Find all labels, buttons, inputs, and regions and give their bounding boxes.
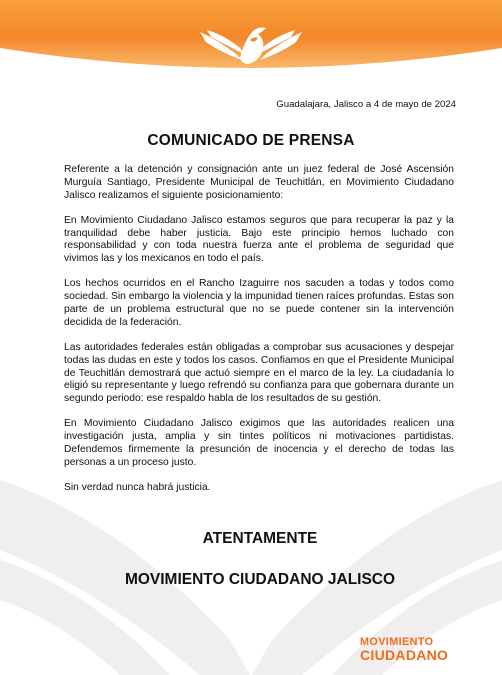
logo-line-1: MOVIMIENTO [360, 636, 434, 648]
signature: MOVIMIENTO CIUDADANO JALISCO [124, 571, 396, 588]
paragraph: Los hechos ocurridos en el Rancho Izaguirre nos sacuden a todas y todos como sociedad. Sin embargo la violencia y la impunidad tienen raíces profundas. Estas son parte de un problema estructural que no se puede contener sin la intervención decidida de la federación. [64, 278, 454, 328]
paragraph: En Movimiento Ciudadano Jalisco estamos seguros que para recuperar la paz y la tranquilidad debe haber justicia. Bajo este principio hemos luchado con responsabilidad y con toda nuestra fuerza ante el problema de seguridad que vivimos las y los mexicanos en todo el país. [64, 214, 454, 265]
paragraph: En Movimiento Ciudadano Jalisco exigimos que las autoridades realicen una investigación justa, amplia y sin tintes políticos ni motivaciones partidistas. Defendemos firmemente la presunción de inocencia y el derecho de todas las personas a un proceso justo. [64, 418, 454, 468]
logo-line-2: CIUDADANO [360, 647, 449, 663]
paragraph: Las autoridades federales están obligadas a comprobar sus acusaciones y despejar todas las dudas en este y todos los casos. Confiamos en que el Presidente Municipal de Teuchitlán demostrará que actuó siempre en el marco de la ley. La ciudadanía lo eligió su representante y luego refrendó su confianza para que gobernara durante un segundo periodo: ese respaldo habla de los resultados de su gestión. [64, 341, 454, 405]
paragraph: Referente a la detención y consignación ante un juez federal de José Ascensión Murguía Santiago, Presidente Municipal de Teuchitlán, en Movimiento Ciudadano Jalisco realizamos el siguiente posicionamiento: [64, 164, 454, 201]
page-title: COMUNICADO DE PRENSA [147, 132, 355, 149]
paragraph: Sin verdad nunca habrá justicia. [64, 481, 211, 493]
header-banner [0, 0, 502, 80]
closing-salutation: ATENTAMENTE [202, 530, 318, 547]
press-release-body [64, 164, 454, 507]
date-line: Guadalajara, Jalisco a 4 de mayo de 2024 [276, 99, 456, 110]
movimiento-ciudadano-logo [360, 636, 448, 662]
